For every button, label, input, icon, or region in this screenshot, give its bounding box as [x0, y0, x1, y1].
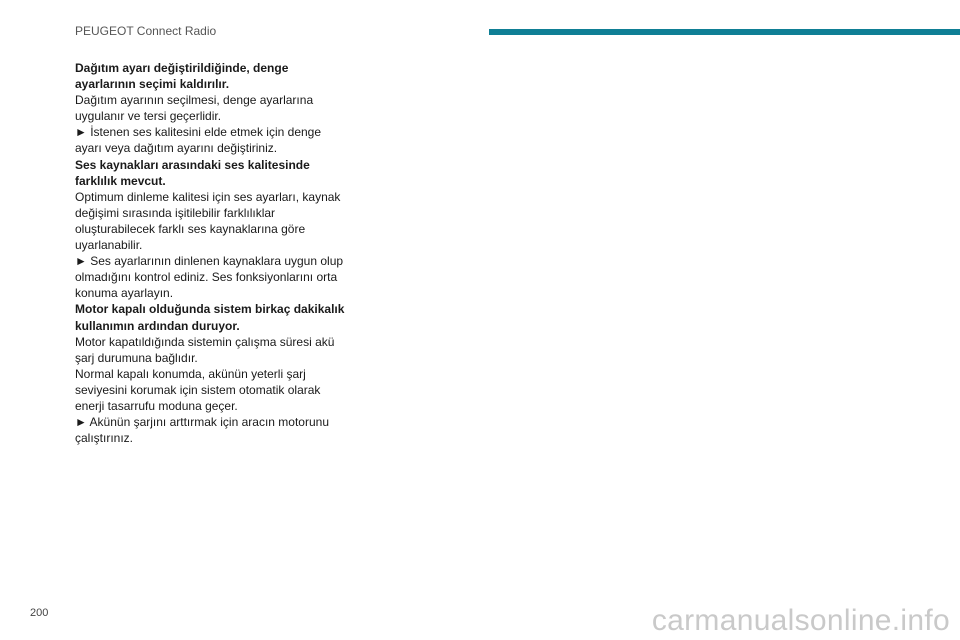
- paragraph-heading: Motor kapalı olduğunda sistem birkaç dakikalık kullanımın ardından duruyor.: [75, 302, 345, 333]
- main-content: [75, 60, 350, 446]
- instruction-step: ► İstenen ses kalitesini elde etmek için denge ayarı veya dağıtım ayarını değiştiriniz.: [75, 125, 322, 156]
- paragraph-heading: Ses kaynakları arasındaki ses kalitesinde farklılık mevcut.: [75, 157, 310, 188]
- page-header-title: PEUGEOT Connect Radio: [75, 24, 217, 38]
- paragraph: Motor kapatıldığında sistemin çalışma süresi akü şarj durumuna bağlıdır.: [75, 334, 335, 365]
- instruction-step: ► Akünün şarjını arttırmak için aracın motorunu çalıştırınız.: [75, 415, 329, 446]
- paragraph: Normal kapalı konumda, akünün yeterli şarj seviyesini korumak için sistem otomatik olarak enerji tasarrufu moduna geçer.: [75, 366, 321, 413]
- paragraph: Optimum dinleme kalitesi için ses ayarları, kaynak değişimi sırasında işitilebilir farklılıklar oluşturabilecek farklı ses kaynaklarına göre uyarlanabilir.: [75, 189, 341, 253]
- watermark-text: carmanualsonline.info: [651, 604, 950, 637]
- instruction-step: ► Ses ayarlarının dinlenen kaynaklara uygun olup olmadığını kontrol ediniz. Ses fonksiyonlarını orta konuma ayarlayın.: [75, 254, 344, 301]
- paragraph: Dağıtım ayarının seçilmesi, denge ayarlarına uygulanır ve tersi geçerlidir.: [75, 93, 314, 124]
- header-accent-bar: [489, 29, 960, 35]
- paragraph-heading: Dağıtım ayarı değiştirildiğinde, denge ayarlarının seçimi kaldırılır.: [75, 61, 289, 92]
- page-number: 200: [30, 607, 49, 619]
